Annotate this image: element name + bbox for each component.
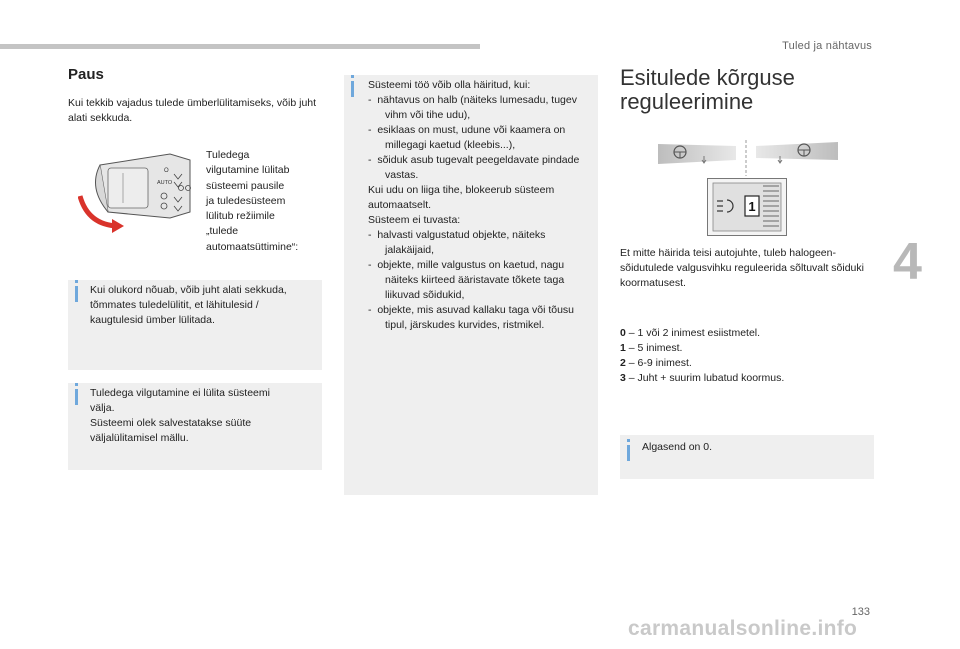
header-bar: [0, 44, 480, 49]
info-note-initial-position: Algasend on 0.: [620, 435, 874, 479]
chapter-number: 4: [893, 233, 922, 291]
info-note-limitations: Süsteemi töö võib olla häiritud, kui: - nähtavus on halb (näiteks lumesadu, tugev vihm või tihe udu), - esiklaas on must, udune või kaamera on millegagi kaetud (kleebis...), - sõiduk asub tugevalt peegeldavate pindade vastas. Kui udu on liiga tihe, blokeerub süsteem automaatselt. Süsteem ei tuvasta: - halvasti valgustatud objekte, näiteks jalakäijaid, - objekte, mille valgustus on kaetud, nagu näiteks kiirteed ääristavate tõkete taga liikuvad sõidukid, - objekte, mis asuvad kallaku taga või tõusu tipul, järskudes kurvides, ristmikel.: [344, 75, 598, 495]
list-item: 3 – Juht + suurim lubatud koormus.: [620, 372, 785, 384]
info-icon: [627, 445, 630, 461]
headlamp-adjust-dial-illustration: [707, 178, 787, 236]
list-item: 1 – 5 inimest.: [620, 342, 683, 354]
section-title-headlamp-adjust: Esitulede kõrguse reguleerimine: [620, 65, 795, 114]
info-note-intervene: Kui olukord nõuab, võib juht alati sekkuda, tõmmates tuledelülitit, et lähitulesid / kaugtulesid ümber lülitada.: [68, 280, 322, 370]
headlamp-adjust-paragraph: Et mitte häirida teisi autojuhte, tuleb halogeen-sõidutulede valgusvihku reguleerida sõltuvalt sõiduki koormatusest.: [620, 247, 864, 289]
list-item: 0 – 1 või 2 inimest esiistmetel.: [620, 327, 761, 339]
load-levels-list: [620, 326, 784, 386]
light-stalk-illustration: [78, 140, 206, 235]
stalk-label-auto: AUTO: [157, 180, 173, 186]
info-icon: [75, 389, 78, 405]
illustration-caption: Tuledega vilgutamine lülitab süsteemi pausile ja tuledesüsteem lülitub režiimile „tulede automaatsüttimine“:: [206, 149, 299, 253]
chapter-title: Tuled ja nähtavus: [782, 40, 872, 52]
section-heading-paus: Paus: [68, 66, 104, 83]
list-item: 2 – 6-9 inimest.: [620, 357, 692, 369]
page-number: 133: [851, 606, 870, 618]
stalk-label-o: O: [164, 168, 169, 174]
watermark: carmanualsonline.info: [628, 617, 858, 640]
info-note-memory: Tuledega vilgutamine ei lülita süsteemi välja. Süsteemi olek salvestatakse süüte väljalülitamisel mällu.: [68, 383, 322, 470]
info-icon: [75, 286, 78, 302]
intro-paragraph: Kui tekkib vajadus tulede ümberlülitamiseks, võib juht alati sekkuda.: [68, 97, 317, 124]
info-icon: [351, 81, 354, 97]
dial-value: 1: [748, 199, 756, 214]
headlamp-beam-illustration: [658, 140, 838, 180]
